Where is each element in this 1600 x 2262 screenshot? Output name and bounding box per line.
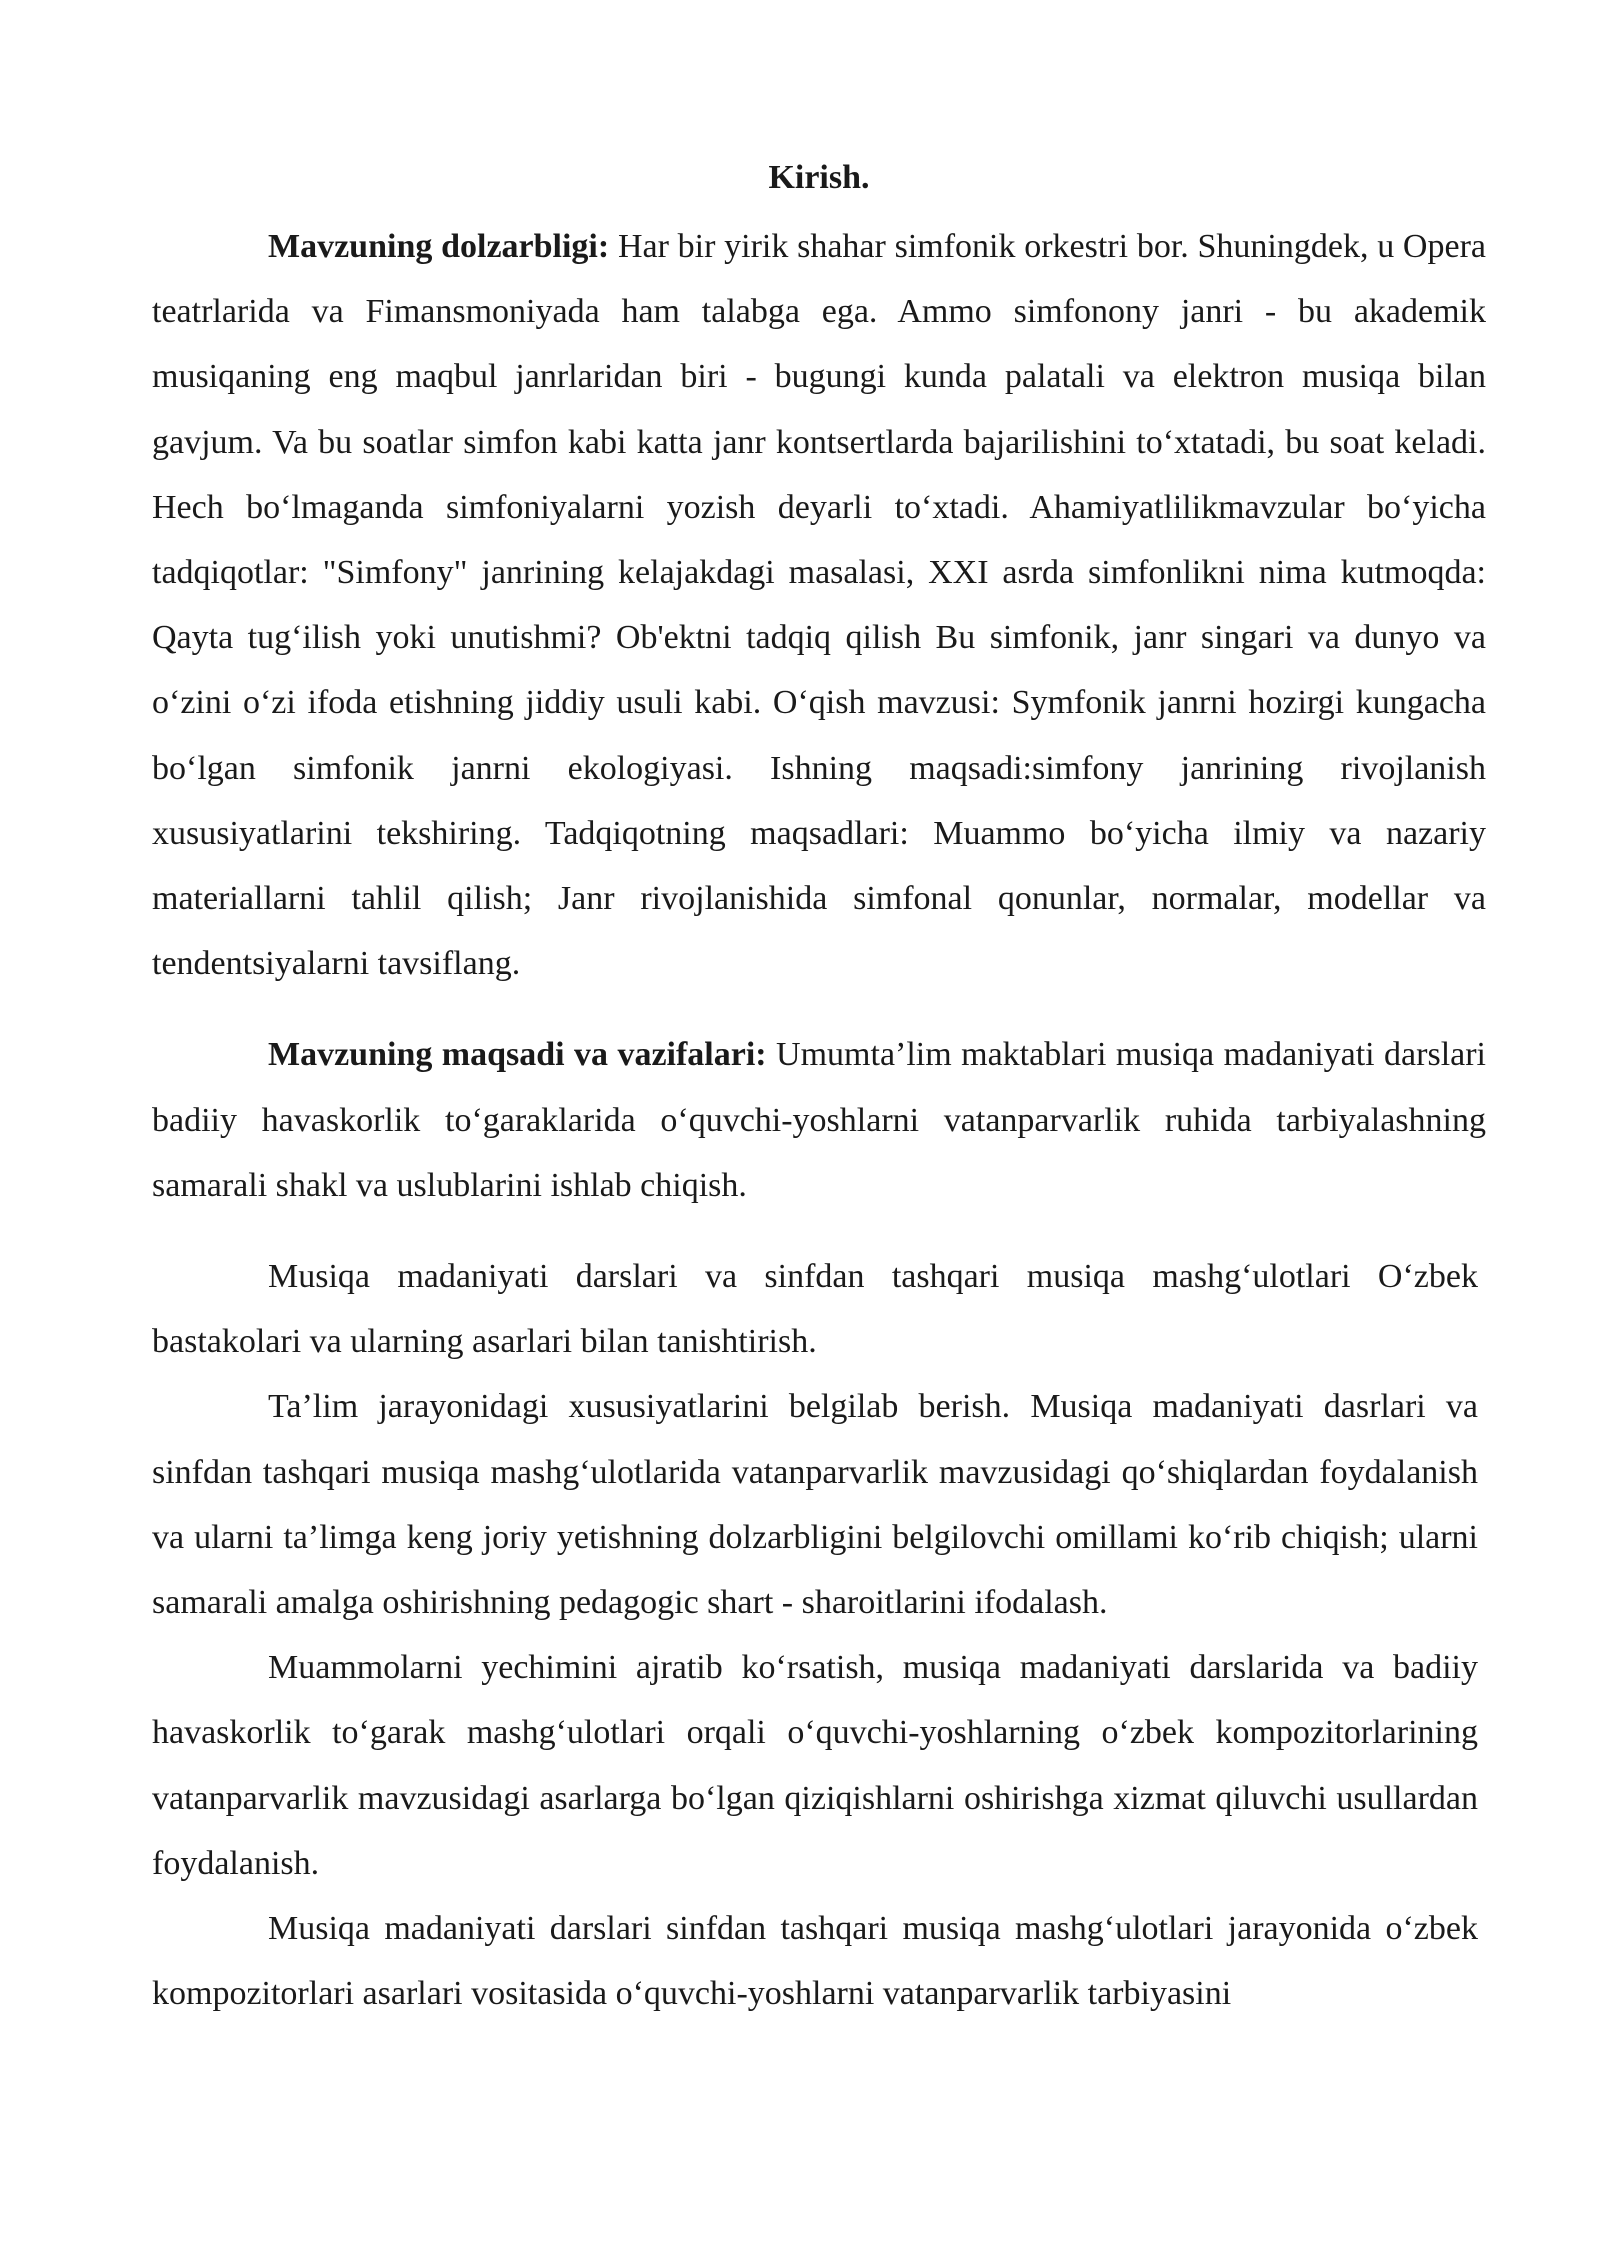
- page-title: Kirish.: [768, 159, 870, 196]
- paragraph-text: Umumta’lim maktablari musiqa madaniyati darslari badiiy havaskorlik to‘garaklarida o‘quvchi-yoshlarni vatanparvarlik ruhida tarbiyalashning samarali shakl va uslublarini ishlab chiqish.: [152, 1036, 1487, 1204]
- paragraph-text: Har bir yirik shahar simfonik orkestri bor. Shuningdek, u Opera teatrlarida va Fimansmoniyada ham talabga ega. Ammo simfonony janri - bu akademik musiqaning eng maqbul janrlaridan biri - bugungi kunda palatali va elektron musiqa bilan gavjum. Va bu soatlar simfon kabi katta janr kontsertlarda bajarilishini to‘xtatadi, bu soat keladi. Hech bo‘lmaganda simfoniyalarni yozish deyarli to‘xtadi. Ahamiyatlilikmavzular bo‘yicha tadqiqotlar: "Simfony" janrining kelajakdagi masalasi, XXI asrda simfonlikni nima kutmoqda: Qayta tug‘ilish yoki unutishmi? Ob'ektni tadqiq qilish Bu simfonik, janr singari va dunyo va o‘zini o‘zi ifoda etishning jiddiy usuli kabi. O‘qish mavzusi: Symfonik janrni hozirgi kungacha bo‘lgan simfonik janrni ekologiyasi. Ishning maqsadi:simfony janrining rivojlanish xususiyatlarini tekshiring. Tadqiqotning maqsadlari: Muammo bo‘yicha ilmiy va nazariy materiallarni tahlil qilish; Janr rivojlanishida simfonal qonunlar, normalar, modellar va tendentsiyalarni tavsiflang.: [152, 228, 1486, 983]
- paragraph-relevance: [152, 214, 1486, 996]
- paragraph-features: [152, 1374, 1478, 1635]
- paragraph-text: Musiqa madaniyati darslari sinfdan tashqari musiqa mashg‘ulotlari jarayonida o‘zbek kompozitorlari asarlari vositasida o‘quvchi-yoshlarni vatanparvarlik tarbiyasini: [152, 1910, 1478, 2013]
- paragraph-lead: Mavzuning maqsadi va vazifalari:: [268, 1036, 767, 1074]
- paragraph-lead: Mavzuning dolzarbligi:: [268, 228, 610, 265]
- paragraph-process: [152, 1896, 1478, 2026]
- document-body: [152, 148, 1486, 2026]
- paragraph-solutions: [152, 1635, 1478, 1896]
- paragraph-acquaintance: [152, 1244, 1478, 1374]
- paragraph-text: Muammolarni yechimini ajratib ko‘rsatish, musiqa madaniyati darslarida va badiiy havaskorlik to‘garak mashg‘ulotlari orqali o‘quvchi-yoshlarning o‘zbek kompozitorlarining vatanparvarlik mavzusidagi asarlarga bo‘lgan qiziqishlarni oshirishga xizmat qiluvchi usullardan foydalanish.: [152, 1649, 1478, 1882]
- paragraph-text: Musiqa madaniyati darslari va sinfdan tashqari musiqa mashg‘ulotlari O‘zbek bastakolari va ularning asarlari bilan tanishtirish.: [152, 1258, 1478, 1361]
- paragraph-text: Ta’lim jarayonidagi xususiyatlarini belgilab berish. Musiqa madaniyati dasrlari va sinfdan tashqari musiqa mashg‘ulotlarida vatanparvarlik mavzusidagi qo‘shiqlardan foydalanish va ularni ta’limga keng joriy yetishning dolzarbligini belgilovchi omillami ko‘rib chiqish; ularni samarali amalga oshirishning pedagogic shart - sharoitlarini ifodalash.: [152, 1388, 1478, 1622]
- paragraph-goals: [152, 1022, 1486, 1218]
